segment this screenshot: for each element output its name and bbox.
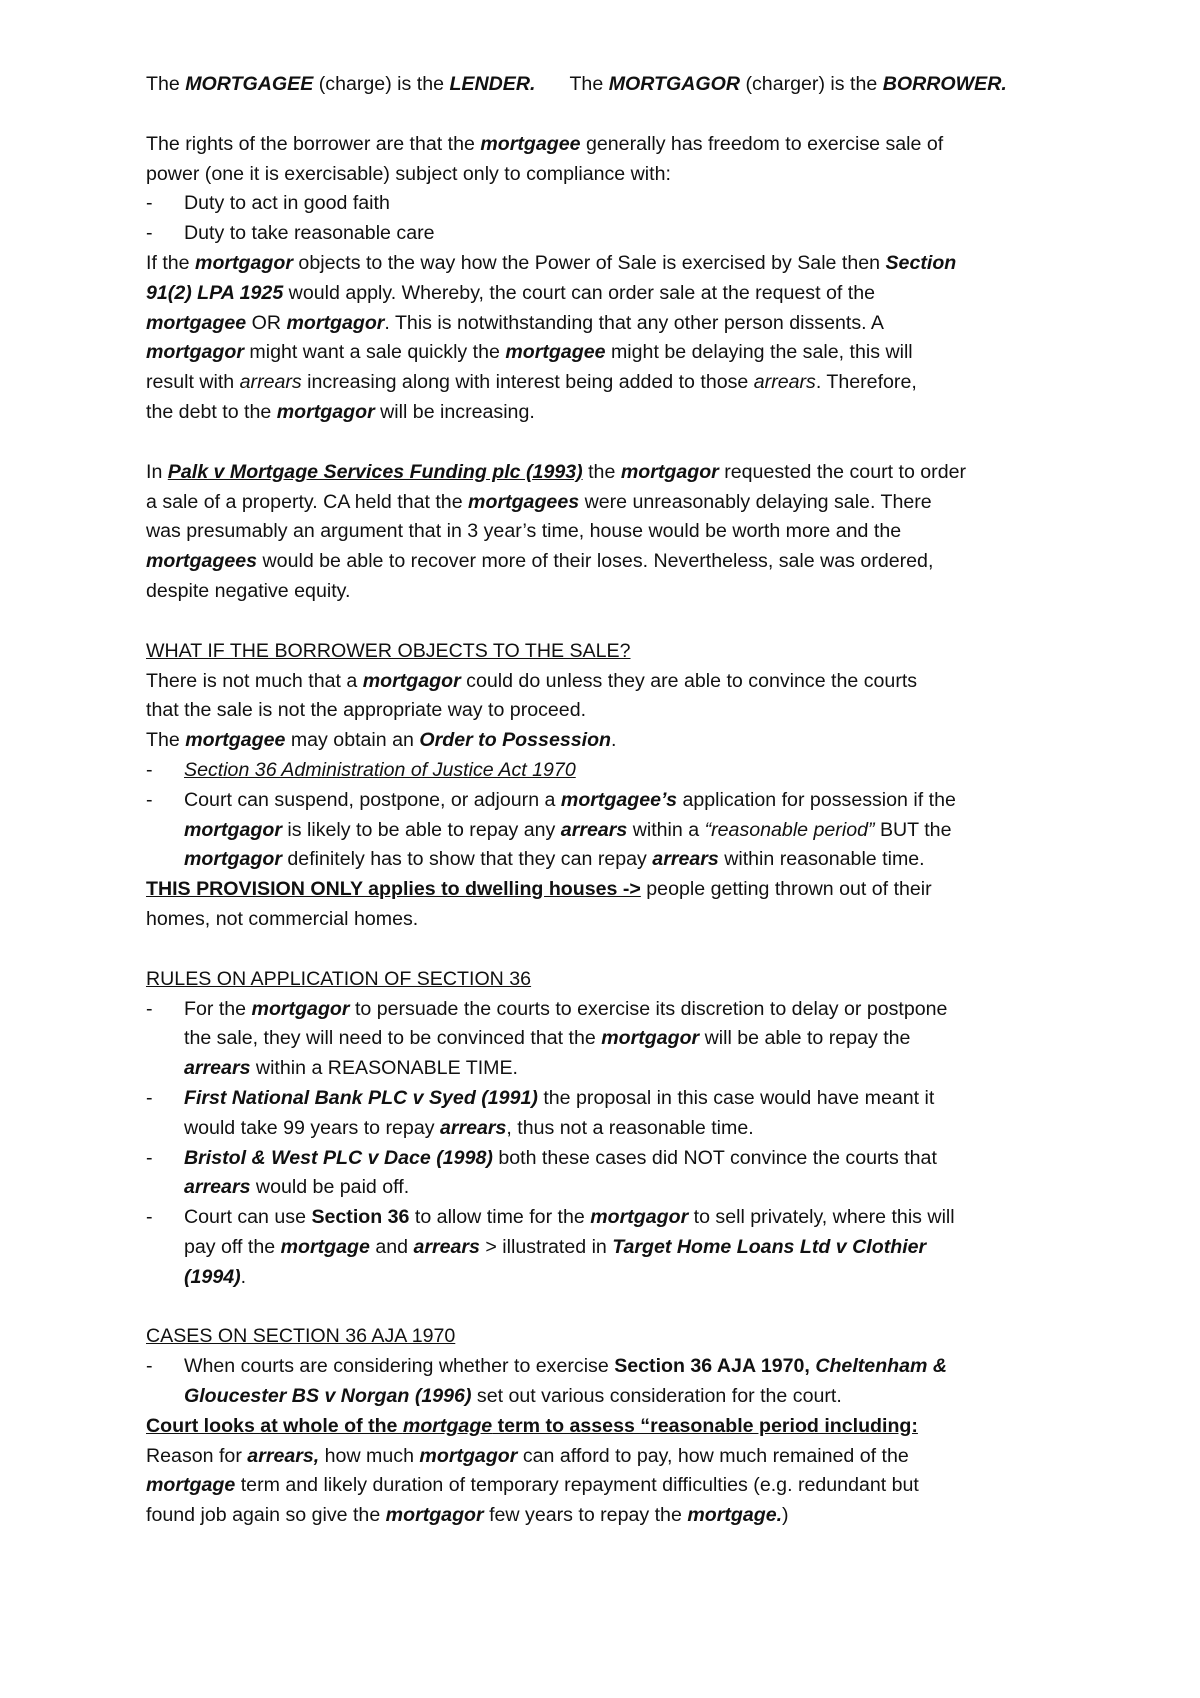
case-norgan: Cheltenham & <box>815 1355 948 1378</box>
rules-bullet-dace: - Bristol & West PLC v Dace (1998) both these cases did NOT convince the courts that arrears would be paid off. <box>146 1146 937 1199</box>
objects-bullet-court-suspend: - Court can suspend, postpone, or adjourn a mortgagee’s application for possession if the mortgagor is likely to be able to repay any arrears within a “reasonable period” BUT the mortgagor definitely has to show that they can repay arrears within reasonable time. <box>146 788 956 871</box>
text: (charger) is the <box>740 73 883 95</box>
palk-line-5: despite negative equity. <box>146 579 351 602</box>
text: The <box>146 73 186 95</box>
court-looks-heading: Court looks at whole of the mortgage term to assess “reasonable period including: <box>146 1414 918 1437</box>
heading-borrower-objects: WHAT IF THE BORROWER OBJECTS TO THE SALE? <box>146 639 631 662</box>
rights-line-2: power (one it is exercisable) subject only to compliance with: <box>146 162 671 185</box>
rights-line-1: The rights of the borrower are that the mortgagee generally has freedom to exercise sale of <box>146 132 944 155</box>
case-clothier: Target Home Loans Ltd v Clothier <box>612 1235 927 1258</box>
rights-line-3: If the mortgagor objects to the way how the Power of Sale is exercised by Sale then Section <box>146 251 957 274</box>
term-mortgagee: MORTGAGEE <box>185 73 314 95</box>
rules-bullet-persuade: - For the mortgagor to persuade the courts to exercise its discretion to delay or postpone the sale, they will need to be convinced that the mortgagor will be able to repay the arrears within a REASONABLE TIME. <box>146 997 948 1080</box>
rights-line-4: 91(2) LPA 1925 would apply. Whereby, the court can order sale at the request of the <box>146 281 876 304</box>
rights-line-6: mortgagor might want a sale quickly the mortgagee might be delaying the sale, this will <box>146 341 913 364</box>
court-line-2: mortgage term and likely duration of temporary repayment difficulties (e.g. redundant but <box>146 1474 919 1497</box>
objects-line-1: There is not much that a mortgagor could do unless they are able to convince the courts <box>146 669 918 692</box>
cases-bullet-norgan: - When courts are considering whether to exercise Section 36 AJA 1970, Cheltenham & Gloucester BS v Norgan (1996) set out various consideration for the court. <box>146 1355 948 1408</box>
palk-line-3: was presumably an argument that in 3 year’s time, house would be worth more and the <box>146 520 902 543</box>
term-mortgagor: MORTGAGOR <box>608 73 741 95</box>
rights-line-7: result with arrears increasing along with interest being added to those arrears. Therefore, <box>146 371 917 394</box>
case-syed: First National Bank PLC v Syed (1991) <box>184 1086 538 1109</box>
case-dace: Bristol & West PLC v Dace (1998) <box>184 1146 493 1169</box>
provision-line-2: homes, not commercial homes. <box>146 907 419 930</box>
rules-bullet-syed: - First National Bank PLC v Syed (1991) the proposal in this case would have meant it would take 99 years to repay arrears, thus not a reasonable time. <box>146 1086 935 1139</box>
term-borrower: BORROWER. <box>882 73 1007 95</box>
rights-bullet-reasonable-care: - Duty to take reasonable care <box>146 222 435 245</box>
objects-line-2: that the sale is not the appropriate way to proceed. <box>146 699 587 722</box>
text: (charge) is the <box>313 73 450 95</box>
rules-bullet-clothier: - Court can use Section 36 to allow time for the mortgagor to sell privately, where this will pay off the mortgage and arrears > illustrated in Target Home Loans Ltd v Clothier (1994). <box>146 1206 955 1288</box>
palk-line-1: In Palk v Mortgage Services Funding plc (1993) the mortgagor requested the court to order <box>146 460 967 483</box>
rights-line-5: mortgagee OR mortgagor. This is notwithstanding that any other person dissents. A <box>146 311 884 334</box>
case-palk: Palk v Mortgage Services Funding plc (1993) <box>167 460 583 483</box>
rights-line-8: the debt to the mortgagor will be increasing. <box>146 400 535 423</box>
term-lender: LENDER. <box>449 73 536 95</box>
court-line-3: found job again so give the mortgagor few years to repay the mortgage.) <box>146 1504 789 1527</box>
heading-rules-section-36: RULES ON APPLICATION OF SECTION 36 <box>146 967 532 990</box>
objects-bullet-section-36: - Section 36 Administration of Justice Act 1970 <box>146 758 576 781</box>
provision-line-1: THIS PROVISION ONLY applies to dwelling houses -> people getting thrown out of their <box>146 878 932 901</box>
rights-bullet-good-faith: - Duty to act in good faith <box>146 192 390 215</box>
heading-cases-section-36: CASES ON SECTION 36 AJA 1970 <box>146 1325 456 1348</box>
document-page <box>146 70 1076 1531</box>
text: The <box>569 73 609 95</box>
palk-line-4: mortgagees would be able to recover more of their loses. Nevertheless, sale was ordered, <box>146 550 934 573</box>
court-line-1: Reason for arrears, how much mortgagor can afford to pay, how much remained of the <box>146 1444 909 1467</box>
palk-line-2: a sale of a property. CA held that the mortgagees were unreasonably delaying sale. There <box>146 490 932 513</box>
intro-line <box>146 70 1076 100</box>
objects-line-3: The mortgagee may obtain an Order to Possession. <box>146 729 617 752</box>
